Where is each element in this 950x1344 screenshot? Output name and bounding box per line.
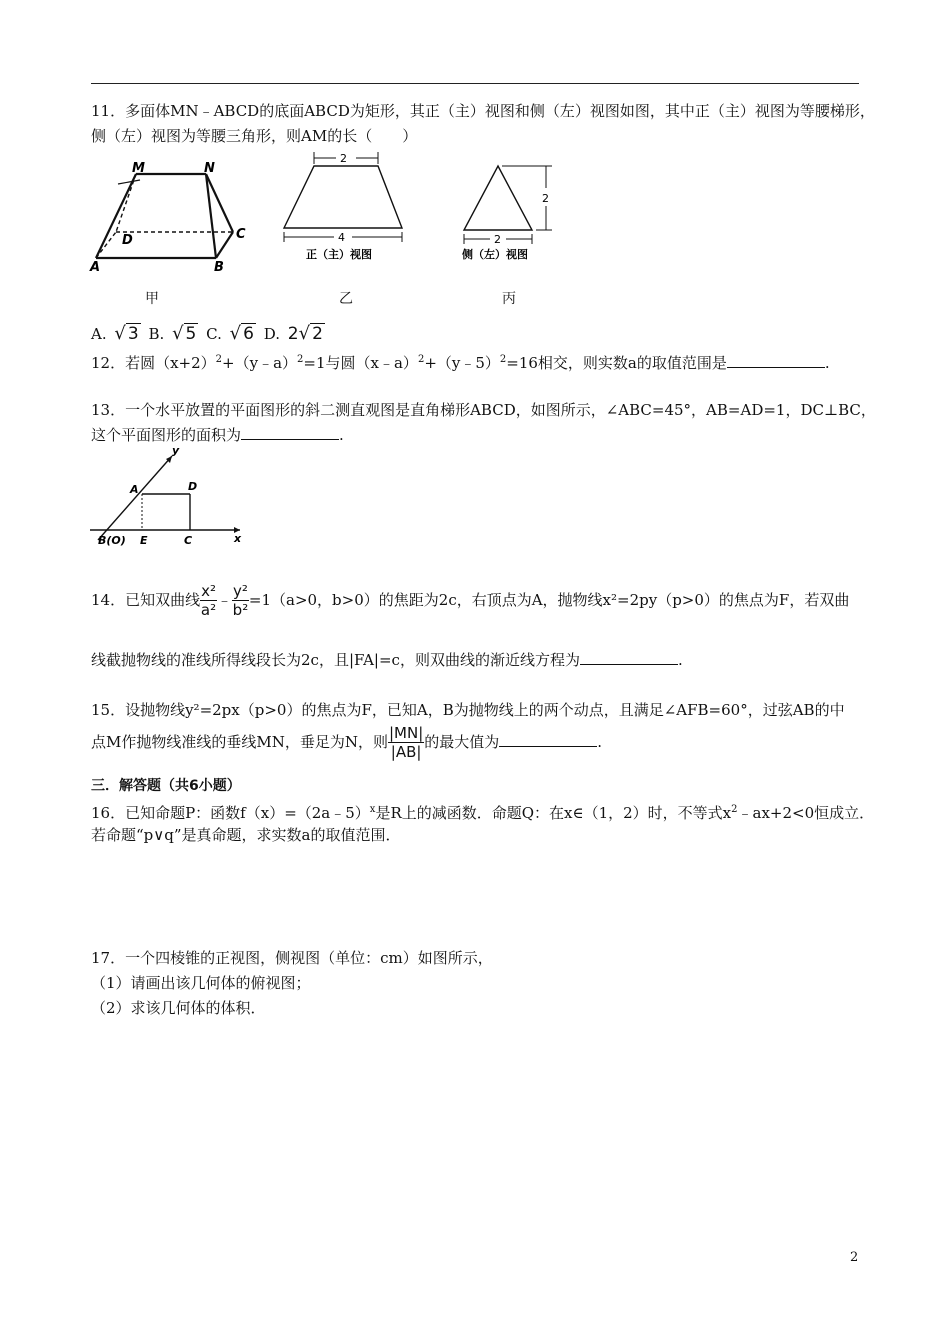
option-d-label: D. [263, 325, 281, 343]
option-d-value: 2√ 2 [287, 323, 323, 344]
jia-label-n: N [204, 161, 215, 176]
option-c-label: C. [206, 325, 222, 343]
header-rule [91, 83, 859, 84]
yi-bottom-dim: 4 [338, 231, 345, 244]
yi-view-label: 正（主）视图 [306, 248, 372, 261]
bing-base-dim: 2 [494, 233, 501, 246]
q13-label-a: A [130, 483, 139, 496]
page-number: 2 [850, 1250, 859, 1265]
q17-line1: 17．一个四棱锥的正视图，侧视图（单位：cm）如图所示， [91, 949, 493, 967]
q11-line1: 11．多面体MN﹣ABCD的底面ABCD为矩形，其正（主）视图和侧（左）视图如图，其中正（主）视图为等腰梯形， [91, 102, 875, 120]
q14-line1: 14．已知双曲线 $\frac{\text{x²}}{\text{a²}}$ ﹣ $\frac{\text{y²}}{\text{b²}}$ =1（a>0，b>0）的焦距为2c，右顶点为A，抛物线x²=2py（p>0）的焦点为F，若双曲 [91, 581, 850, 619]
q14-frac-x: $\frac{\text{x²}}{\text{a²}}$ [200, 581, 217, 619]
q11-line2: 侧（左）视图为等腰三角形，则AM的长（ ） [91, 127, 418, 145]
section-heading: 三．解答题（共6小题） [91, 778, 241, 794]
bing-height-dim: 2 [542, 192, 549, 205]
option-a-label: A. [91, 325, 107, 343]
figure-jia [88, 160, 263, 275]
option-b-value: √ 5 [172, 323, 197, 344]
jia-label-d: D [122, 233, 133, 248]
yi-caption: 乙 [339, 291, 353, 307]
q14-line2: 线截抛物线的准线所得线段长为2c，且|FA|=c，则双曲线的渐近线方程为 . [91, 651, 683, 669]
q16-line1: 16．已知命题P：函数f（x）=（2a﹣5）$^x$是R上的减函数．命题Q：在x∈（1，2）时，不等式$x^2﹣ax+2<0$恒成立． [91, 804, 875, 822]
q14-answer-blank[interactable] [580, 650, 678, 665]
option-b-label: B. [148, 325, 165, 343]
q14-frac-y: $\frac{\text{y²}}{\text{b²}}$ [232, 581, 249, 619]
jia-label-b: B [214, 260, 224, 275]
q15-line2: 点M作抛物线准线的垂线MN，垂足为N，则 $\frac{|MN|}{|AB|}$ 的最大值为 . [91, 723, 603, 761]
q11-options [91, 322, 328, 346]
jia-label-m: M [132, 161, 145, 176]
bing-view-label: 侧（左）视图 [462, 248, 528, 261]
yi-top-dim: 2 [340, 152, 347, 165]
figure-q13 [88, 446, 248, 548]
jia-label-c: C [236, 227, 246, 242]
q17-line3: （2）求该几何体的体积． [91, 999, 266, 1017]
figure-bing [458, 158, 558, 266]
option-c-value: √ 6 [229, 323, 254, 344]
q13-label-bo: B(O) [98, 534, 126, 547]
q13-line1: 13．一个水平放置的平面图形的斜二测直观图是直角梯形ABCD，如图所示，∠ABC=45°，AB=AD=1，DC⊥BC， [91, 401, 876, 419]
q13-label-d: D [188, 480, 198, 493]
q12-line: 12．若圆$(x+2)^2+(y﹣a)^2=1$与圆（x﹣a）$^2$+（y﹣5）$^2$=16相交，则实数a的取值范围是 . [91, 354, 830, 372]
q16-line2: 若命题“p∨q”是真命题，求实数a的取值范围． [91, 826, 401, 844]
jia-label-a: A [90, 260, 101, 275]
q13-label-c: C [184, 534, 193, 547]
figure-yi [278, 148, 413, 263]
q17-line2: （1）请画出该几何体的俯视图； [91, 974, 311, 992]
q13-line2: 这个平面图形的面积为 . [91, 426, 344, 444]
q13-label-y: y [172, 446, 180, 457]
jia-caption: 甲 [145, 291, 159, 307]
bing-caption: 丙 [502, 291, 516, 307]
q12-answer-blank[interactable] [727, 353, 825, 368]
q13-label-e: E [140, 534, 148, 547]
q13-label-x: x [234, 532, 242, 545]
q15-answer-blank[interactable] [499, 732, 597, 747]
q15-frac: $\frac{|MN|}{|AB|}$ [388, 723, 424, 761]
option-a-value: √ 3 [114, 323, 139, 344]
q15-line1: 15．设抛物线y²=2px（p>0）的焦点为F，已知A，B为抛物线上的两个动点，且满足∠AFB=60°，过弦AB的中 [91, 701, 845, 719]
q13-answer-blank[interactable] [241, 425, 339, 440]
